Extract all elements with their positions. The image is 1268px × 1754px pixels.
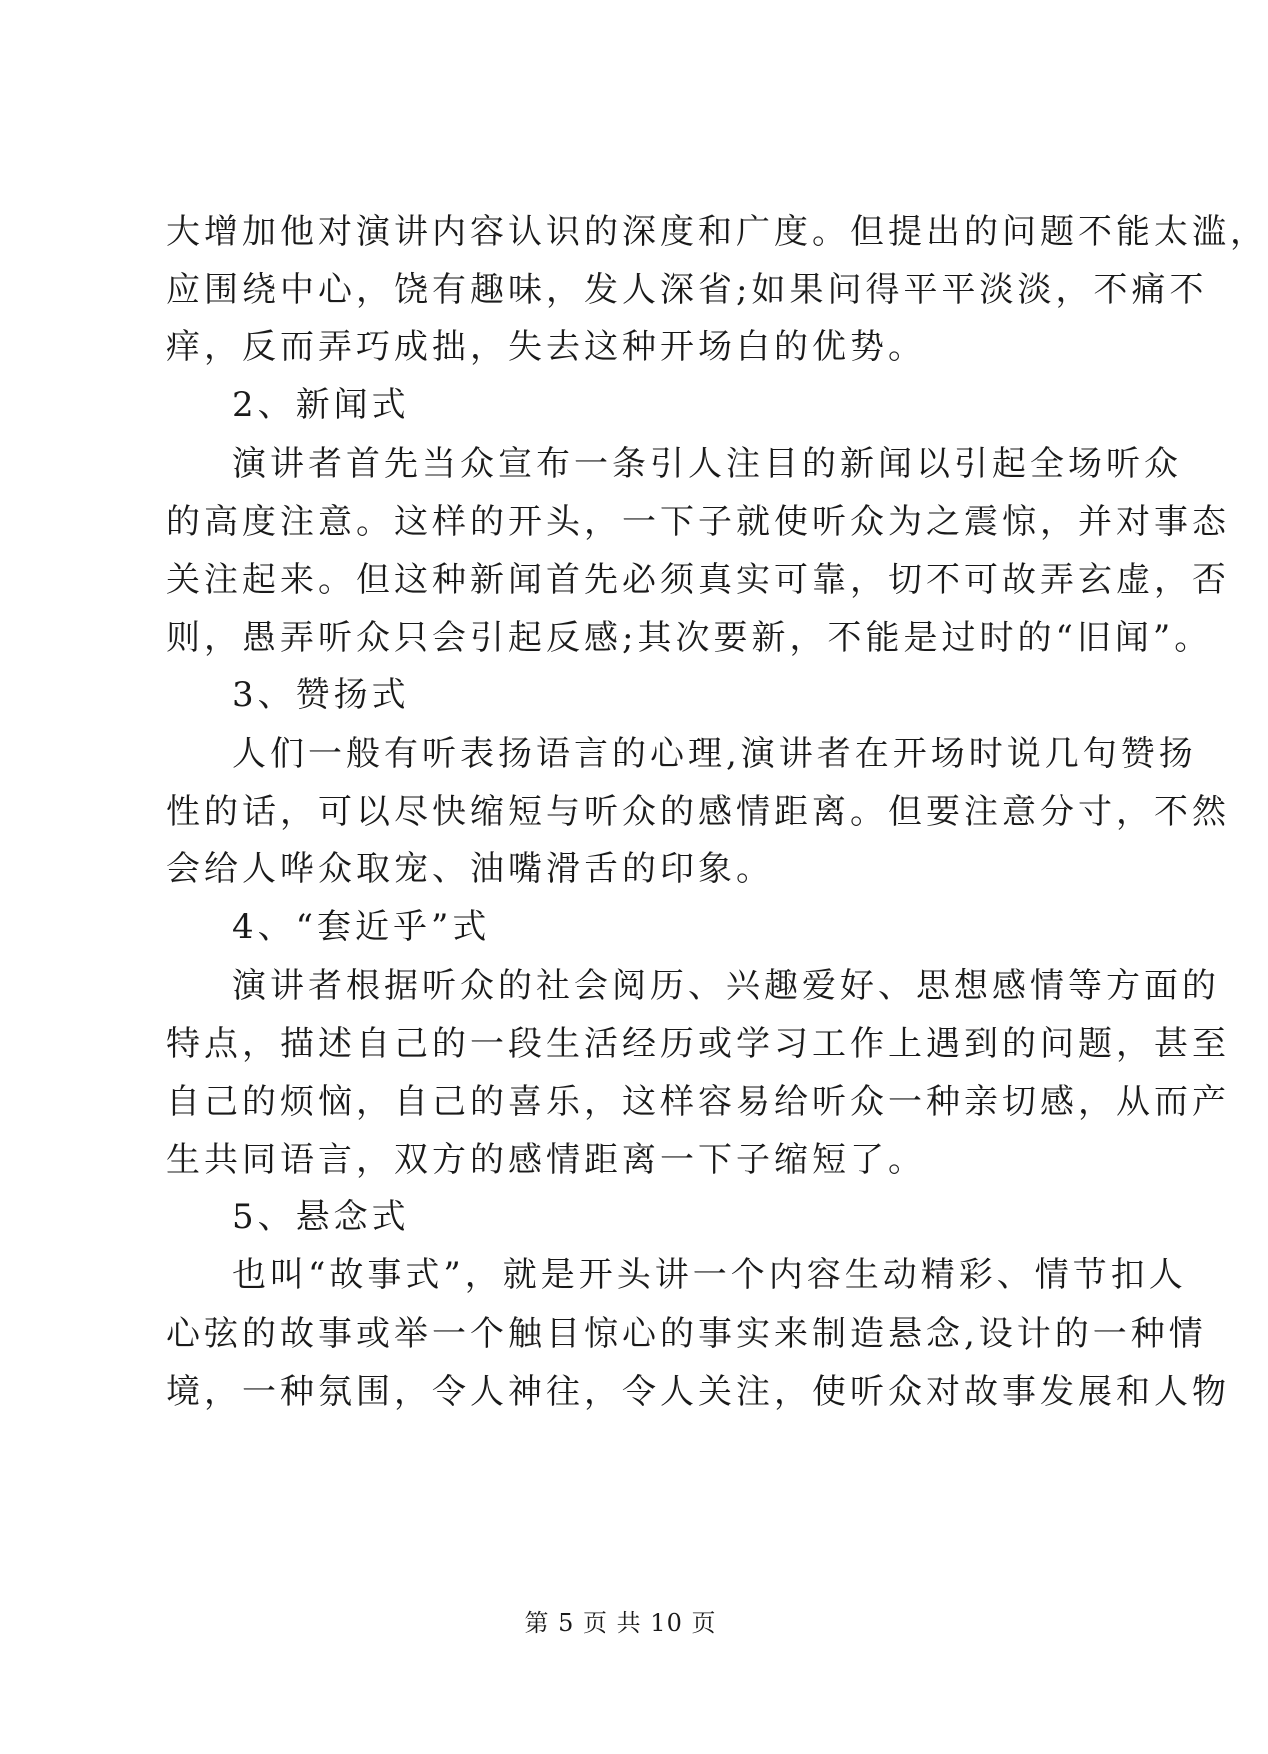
section-heading-3: 3、赞扬式 <box>232 675 410 715</box>
section-heading-4: 4、“套近乎”式 <box>232 907 491 947</box>
body-line-10: 人们一般有听表扬语言的心理,演讲者在开场时说几句赞扬 <box>232 734 1197 774</box>
body-line-16: 自己的烦恼，自己的喜乐，这样容易给听众一种亲切感，从而产 <box>166 1082 1230 1122</box>
body-line-19: 也叫“故事式”，就是开头讲一个内容生动精彩、情节扣人 <box>232 1255 1187 1295</box>
page-number-footer: 第 5 页 共 10 页 <box>524 1609 717 1637</box>
body-line-11: 性的话，可以尽快缩短与听众的感情距离。但要注意分寸，不然 <box>166 792 1230 832</box>
body-line-1: 大增加他对演讲内容认识的深度和广度。但提出的问题不能太滥， <box>166 212 1268 252</box>
body-line-8: 则，愚弄听众只会引起反感;其次要新，不能是过时的“旧闻”。 <box>166 618 1213 658</box>
body-line-21: 境，一种氛围，令人神往，令人关注，使听众对故事发展和人物 <box>166 1372 1230 1412</box>
body-line-3: 痒，反而弄巧成拙，失去这种开场白的优势。 <box>166 327 926 367</box>
body-line-5: 演讲者首先当众宣布一条引人注目的新闻以引起全场听众 <box>232 444 1182 484</box>
body-line-17: 生共同语言，双方的感情距离一下子缩短了。 <box>166 1140 926 1180</box>
body-line-6: 的高度注意。这样的开头，一下子就使听众为之震惊，并对事态 <box>166 502 1230 542</box>
body-line-2: 应围绕中心，饶有趣味，发人深省;如果问得平平淡淡，不痛不 <box>166 270 1208 310</box>
body-line-15: 特点，描述自己的一段生活经历或学习工作上遇到的问题，甚至 <box>166 1024 1230 1064</box>
body-line-14: 演讲者根据听众的社会阅历、兴趣爱好、思想感情等方面的 <box>232 966 1220 1006</box>
section-heading-2: 2、新闻式 <box>232 385 410 425</box>
body-line-12: 会给人哗众取宠、油嘴滑舌的印象。 <box>166 849 774 889</box>
body-line-20: 心弦的故事或举一个触目惊心的事实来制造悬念,设计的一种情 <box>166 1314 1207 1354</box>
section-heading-5: 5、悬念式 <box>232 1197 410 1237</box>
body-line-7: 关注起来。但这种新闻首先必须真实可靠，切不可故弄玄虚，否 <box>166 560 1230 600</box>
